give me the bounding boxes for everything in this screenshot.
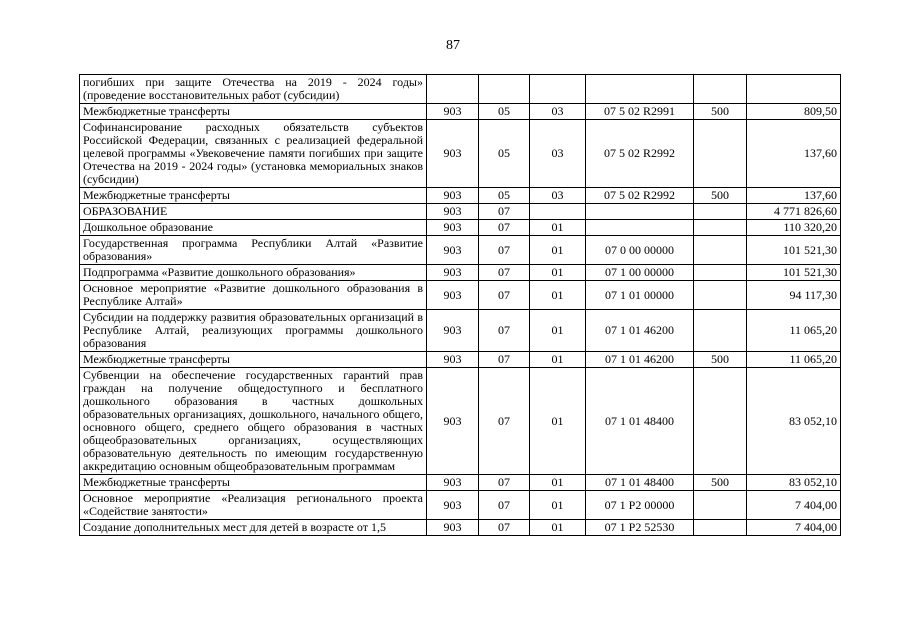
- table-row: [80, 520, 841, 536]
- row-grbs: 903: [427, 236, 479, 265]
- row-amount: 4 771 826,60: [747, 204, 841, 220]
- row-amount: 11 065,20: [747, 310, 841, 352]
- table-row: [80, 120, 841, 188]
- row-name: Межбюджетные трансферты: [80, 475, 427, 491]
- row-subsection: 01: [530, 475, 586, 491]
- table-row: [80, 368, 841, 475]
- row-subsection: 03: [530, 188, 586, 204]
- row-amount: 7 404,00: [747, 491, 841, 520]
- table-row: [80, 491, 841, 520]
- row-grbs: 903: [427, 281, 479, 310]
- row-amount: 101 521,30: [747, 265, 841, 281]
- row-grbs: 903: [427, 188, 479, 204]
- row-expense-type: 500: [694, 104, 747, 120]
- row-subsection: 01: [530, 236, 586, 265]
- table-row: [80, 352, 841, 368]
- table-row: [80, 204, 841, 220]
- table-row: [80, 220, 841, 236]
- row-subsection: 01: [530, 220, 586, 236]
- row-subsection: 01: [530, 520, 586, 536]
- row-amount: 137,60: [747, 188, 841, 204]
- page-number: 87: [446, 38, 460, 53]
- row-grbs: 903: [427, 491, 479, 520]
- row-grbs: 903: [427, 310, 479, 352]
- row-subsection: 01: [530, 491, 586, 520]
- row-section: 07: [479, 310, 530, 352]
- row-amount: 809,50: [747, 104, 841, 120]
- row-expense-type: [694, 75, 747, 104]
- row-name: Основное мероприятие «Реализация регионального проекта «Содействие занятости»: [80, 491, 427, 520]
- row-subsection: 01: [530, 310, 586, 352]
- row-expense-type: [694, 310, 747, 352]
- row-target-article: 07 5 02 R2992: [586, 120, 694, 188]
- row-grbs: 903: [427, 104, 479, 120]
- row-name: Подпрограмма «Развитие дошкольного образования»: [80, 265, 427, 281]
- row-subsection: 03: [530, 120, 586, 188]
- budget-table: [79, 74, 841, 536]
- row-target-article: 07 1 00 00000: [586, 265, 694, 281]
- row-target-article: 07 1 01 46200: [586, 310, 694, 352]
- row-section: 07: [479, 236, 530, 265]
- table-row: [80, 75, 841, 104]
- row-grbs: 903: [427, 265, 479, 281]
- row-target-article: [586, 75, 694, 104]
- row-amount: 110 320,20: [747, 220, 841, 236]
- row-subsection: 01: [530, 265, 586, 281]
- row-expense-type: [694, 265, 747, 281]
- row-grbs: [427, 75, 479, 104]
- row-section: 05: [479, 104, 530, 120]
- row-amount: 11 065,20: [747, 352, 841, 368]
- row-amount: 83 052,10: [747, 475, 841, 491]
- row-section: 07: [479, 352, 530, 368]
- row-section: 05: [479, 120, 530, 188]
- row-expense-type: 500: [694, 352, 747, 368]
- row-target-article: [586, 204, 694, 220]
- row-grbs: 903: [427, 220, 479, 236]
- row-grbs: 903: [427, 475, 479, 491]
- row-subsection: 01: [530, 281, 586, 310]
- row-name: Межбюджетные трансферты: [80, 188, 427, 204]
- table-row: [80, 475, 841, 491]
- table-row: [80, 281, 841, 310]
- row-grbs: 903: [427, 120, 479, 188]
- row-subsection: [530, 204, 586, 220]
- row-expense-type: [694, 491, 747, 520]
- row-name: Субсидии на поддержку развития образовательных организаций в Республике Алтай, реализующих программы дошкольного образования: [80, 310, 427, 352]
- row-expense-type: [694, 520, 747, 536]
- row-expense-type: [694, 281, 747, 310]
- row-amount: 101 521,30: [747, 236, 841, 265]
- row-amount: 7 404,00: [747, 520, 841, 536]
- row-section: 05: [479, 188, 530, 204]
- row-subsection: [530, 75, 586, 104]
- row-grbs: 903: [427, 204, 479, 220]
- row-grbs: 903: [427, 520, 479, 536]
- row-target-article: 07 1 01 46200: [586, 352, 694, 368]
- row-name: Дошкольное образование: [80, 220, 427, 236]
- row-subsection: 03: [530, 104, 586, 120]
- row-amount: 83 052,10: [747, 368, 841, 475]
- row-name: Межбюджетные трансферты: [80, 352, 427, 368]
- row-expense-type: [694, 120, 747, 188]
- row-section: [479, 75, 530, 104]
- row-expense-type: [694, 236, 747, 265]
- row-expense-type: [694, 220, 747, 236]
- row-expense-type: [694, 204, 747, 220]
- row-grbs: 903: [427, 368, 479, 475]
- row-name: Создание дополнительных мест для детей в возрасте от 1,5: [80, 520, 427, 536]
- table-row: [80, 265, 841, 281]
- row-amount: [747, 75, 841, 104]
- row-name: ОБРАЗОВАНИЕ: [80, 204, 427, 220]
- row-name: Межбюджетные трансферты: [80, 104, 427, 120]
- row-name: погибших при защите Отечества на 2019 - 2024 годы» (проведение восстановительных работ (субсидии): [80, 75, 427, 104]
- row-section: 07: [479, 368, 530, 475]
- row-expense-type: 500: [694, 475, 747, 491]
- budget-table-body: [80, 75, 841, 536]
- row-subsection: 01: [530, 352, 586, 368]
- row-target-article: 07 1 01 48400: [586, 368, 694, 475]
- table-row: [80, 236, 841, 265]
- row-target-article: 07 5 02 R2991: [586, 104, 694, 120]
- row-target-article: 07 0 00 00000: [586, 236, 694, 265]
- row-expense-type: 500: [694, 188, 747, 204]
- row-section: 07: [479, 265, 530, 281]
- row-section: 07: [479, 281, 530, 310]
- row-target-article: 07 1 P2 52530: [586, 520, 694, 536]
- row-amount: 94 117,30: [747, 281, 841, 310]
- row-target-article: 07 5 02 R2992: [586, 188, 694, 204]
- row-section: 07: [479, 204, 530, 220]
- row-subsection: 01: [530, 368, 586, 475]
- row-target-article: [586, 220, 694, 236]
- row-section: 07: [479, 520, 530, 536]
- row-target-article: 07 1 01 00000: [586, 281, 694, 310]
- row-name: Субвенции на обеспечение государственных гарантий прав граждан на получение общедоступного и бесплатного дошкольного образования в частных дошкольных образовательных организациях, дошкольного, начального общего, основного общего, среднего общего образования в частных общеобразовательных организациях, осуществляющих образовательную деятельность по имеющим государственную аккредитацию основным общеобразовательным программам: [80, 368, 427, 475]
- row-expense-type: [694, 368, 747, 475]
- row-target-article: 07 1 P2 00000: [586, 491, 694, 520]
- row-section: 07: [479, 220, 530, 236]
- table-row: [80, 310, 841, 352]
- row-section: 07: [479, 491, 530, 520]
- table-row: [80, 104, 841, 120]
- row-section: 07: [479, 475, 530, 491]
- row-amount: 137,60: [747, 120, 841, 188]
- table-row: [80, 188, 841, 204]
- row-name: Государственная программа Республики Алтай «Развитие образования»: [80, 236, 427, 265]
- row-name: Основное мероприятие «Развитие дошкольного образования в Республике Алтай»: [80, 281, 427, 310]
- row-grbs: 903: [427, 352, 479, 368]
- row-target-article: 07 1 01 48400: [586, 475, 694, 491]
- row-name: Софинансирование расходных обязательств субъектов Российской Федерации, связанных с реализацией федеральной целевой программы «Увековечение памяти погибших при защите Отечества на 2019 - 2024 годы» (установка мемориальных знаков (субсидии): [80, 120, 427, 188]
